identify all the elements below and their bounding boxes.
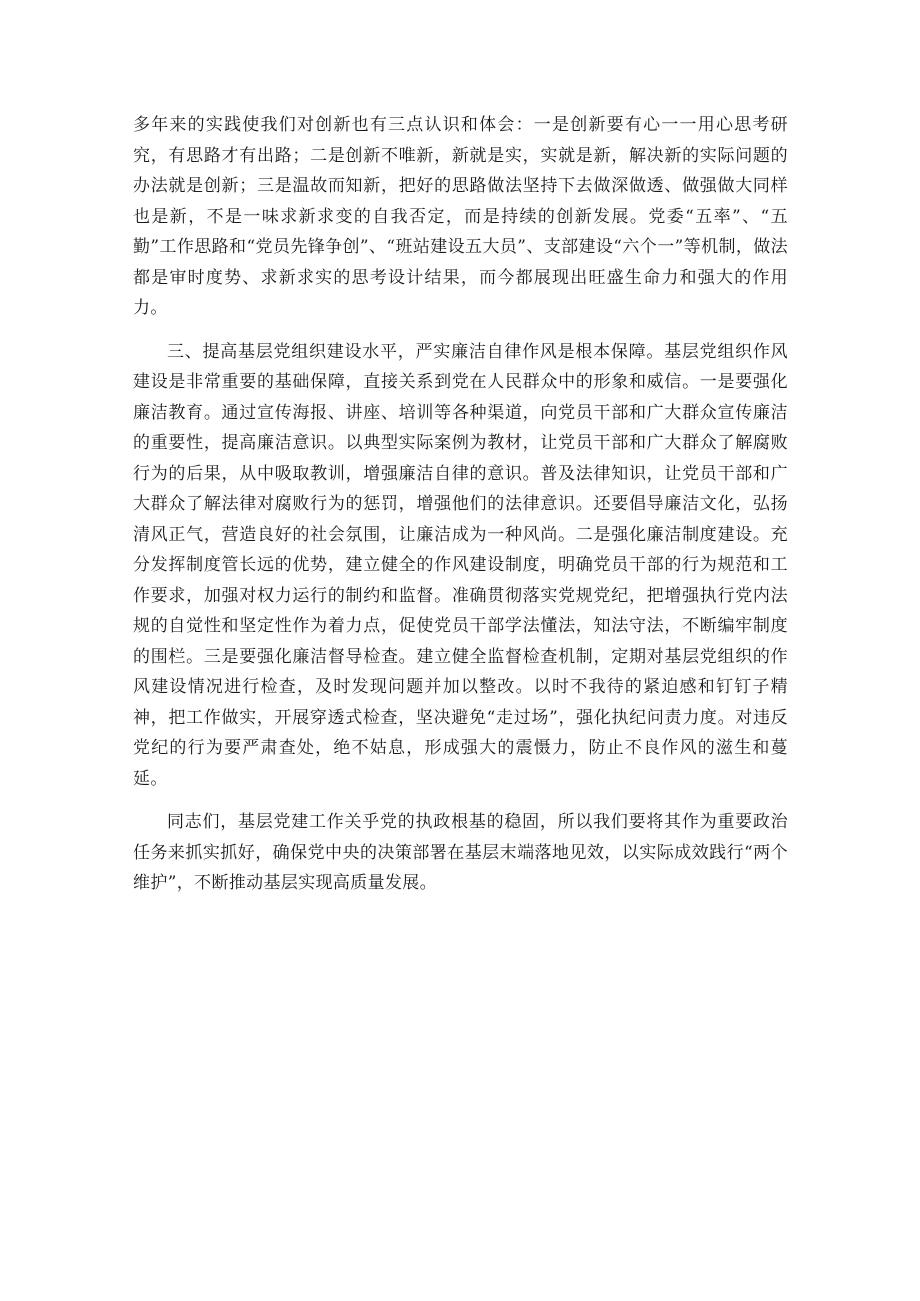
document-body [133,110,788,912]
paragraph-closing-remarks: 同志们，基层党建工作关乎党的执政根基的稳固，所以我们要将其作为重要政治任务来抓实抓好，确保党中央的决策部署在基层末端落地见效，以实际成效践行“两个维护”，不断推动基层实现高质量发展。 [133,812,788,893]
paragraph-innovation-experience: 多年来的实践使我们对创新也有三点认识和体会：一是创新要有心一一用心思考研究，有思路才有出路；二是创新不唯新，新就是实，实就是新，解决新的实际问题的办法就是创新；三是温故而知新，把好的思路做法坚持下去做深做透、做强做大同样也是新，不是一味求新求变的自我否定，而是持续的创新发展。党委“五率”、“五勤”工作思路和“党员先锋争创”、“班站建设五大员”、支部建设“六个一”等机制，做法都是审时度势、求新求实的思考设计结果，而今都展现出旺盛生命力和强大的作用力。 [133,115,788,318]
paragraph-integrity-discipline: 三、提高基层党组织建设水平，严实廉洁自律作风是根本保障。基层党组织作风建设是非常重要的基础保障，直接关系到党在人民群众中的形象和威信。一是要强化廉洁教育。通过宣传海报、讲座、培训等各种渠道，向党员干部和广大群众宣传廉洁的重要性，提高廉洁意识。以典型实际案例为教材，让党员干部和广大群众了解腐败行为的后果，从中吸取教训，增强廉洁自律的意识。普及法律知识，让党员干部和广大群众了解法律对腐败行为的惩罚，增强他们的法律意识。还要倡导廉洁文化，弘扬清风正气，营造良好的社会氛围，让廉洁成为一种风尚。二是强化廉洁制度建设。充分发挥制度管长远的优势，建立健全的作风建设制度，明确党员干部的行为规范和工作要求，加强对权力运行的制约和监督。准确贯彻落实党规党纪，把增强执行党内法规的自觉性和坚定性作为着力点，促使党员干部学法懂法，知法守法，不断编牢制度的围栏。三是要强化廉洁督导检查。建立健全监督检查机制，定期对基层党组织的作风建设情况进行检查，及时发现问题并加以整改。以时不我待的紧迫感和钉钉子精神，把工作做实，开展穿透式检查，坚决避免“走过场”，强化执纪问责力度。对违反党纪的行为要严肃查处，绝不姑息，形成强大的震慑力，防止不良作风的滋生和蔓延。 [133,341,788,789]
